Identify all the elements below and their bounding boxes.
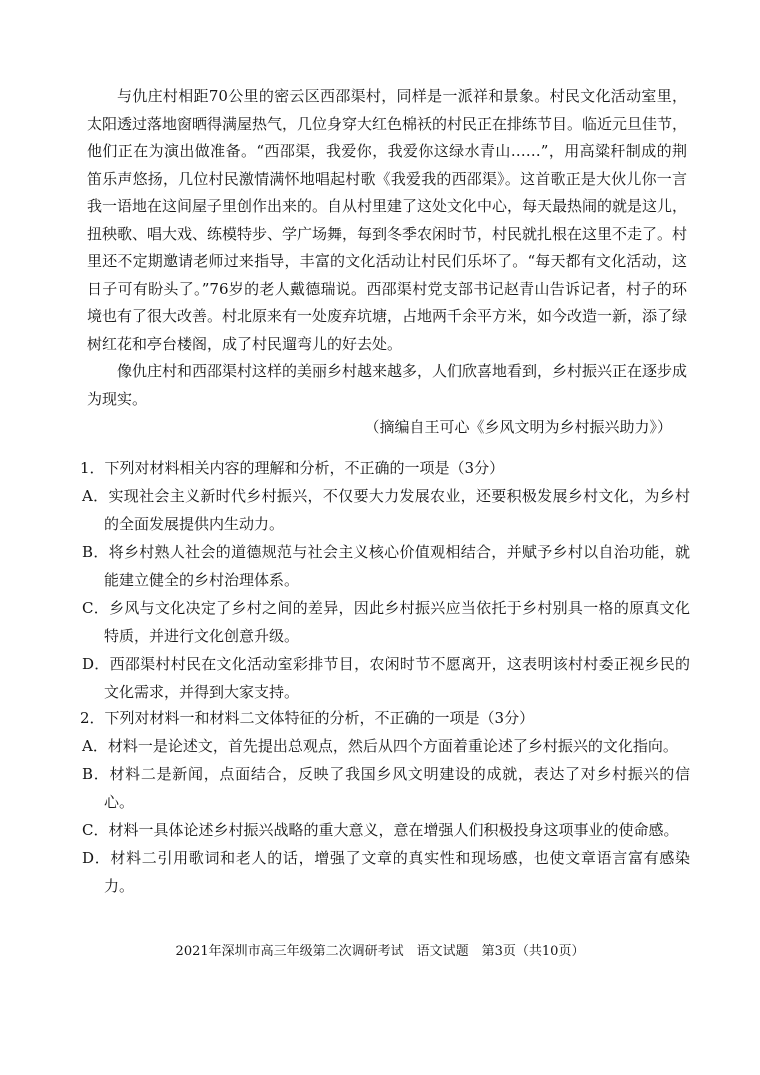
passage-paragraph-1: 与仇庄村相距70公里的密云区西邵渠村，同样是一派祥和景象。村民文化活动室里，太阳透过落地窗晒得满屋热气，几位身穿大红色棉袄的村民正在排练节目。临近元旦佳节，他们正在为演出做准备。“西邵渠，我爱你，我爱你这绿水青山……”，用高粱秆制成的荆笛乐声悠扬，几位村民激情满怀地唱起村歌《我爱我的西邵渠》。这首歌正是大伙儿你一言我一语地在这间屋子里创作出来的。自从村里建了这处文化中心，每天最热闹的就是这儿，扭秧歌、唱大戏、练模特步、学广场舞，每到冬季农闲时节，村民就扎根在这里不走了。村里还不定期邀请老师过来指导，丰富的文化活动让村民们乐坏了。“每天都有文化活动，这日子可有盼头了。”76岁的老人戴德瑞说。西邵渠村党支部书记赵青山告诉记者，村子的环境也有了很大改善。村北原来有一处废弃坑塘，占地两千余平方米，如今改造一新，添了绿树红花和亭台楼阁，成了村民遛弯儿的好去处。 <box>87 87 688 353</box>
option-d: D．西邵渠村村民在文化活动室彩排节目，农闲时节不愿离开，这表明该村村委正视乡民的文化需求，并得到大家支持。 <box>82 655 690 701</box>
option-a: A．材料一是论述文，首先提出总观点，然后从四个方面着重论述了乡村振兴的文化指向。 <box>82 737 678 755</box>
option-b: B．材料二是新闻，点面结合，反映了我国乡风文明建设的成就，表达了对乡村振兴的信心。 <box>82 765 690 811</box>
question-stem: 2．下列对材料一和材料二文体特征的分析，不正确的一项是（3分） <box>80 709 535 727</box>
option-a: A．实现社会主义新时代乡村振兴，不仅要大力发展农业，还要积极发展乡村文化，为乡村的全面发展提供内生动力。 <box>82 487 690 533</box>
option-c: C．乡风与文化决定了乡村之间的差异，因此乡村振兴应当依托于乡村别具一格的原真文化特质，并进行文化创意升级。 <box>82 599 690 645</box>
option-b: B．将乡村熟人社会的道德规范与社会主义核心价值观相结合，并赋予乡村以自治功能，就能建立健全的乡村治理体系。 <box>82 543 690 589</box>
question-1 <box>80 454 690 706</box>
page-footer: 2021年深圳市高三年级第二次调研考试 语文试题 第3页（共10页） <box>175 944 585 959</box>
question-2 <box>80 704 690 900</box>
passage-source: （摘编自王可心《乡风文明为乡村振兴助力》） <box>364 418 672 436</box>
option-d: D．材料二引用歌词和老人的话，增强了文章的真实性和现场感，也使文章语言富有感染力。 <box>82 849 690 895</box>
passage-paragraph-2: 像仇庄村和西邵渠村这样的美丽乡村越来越多，人们欣喜地看到，乡村振兴正在逐步成为现实。 <box>87 362 688 408</box>
question-stem: 1．下列对材料相关内容的理解和分析，不正确的一项是（3分） <box>80 459 505 477</box>
option-c: C．材料一具体论述乡村振兴战略的重大意义，意在增强人们积极投身这项事业的使命感。 <box>82 821 679 839</box>
